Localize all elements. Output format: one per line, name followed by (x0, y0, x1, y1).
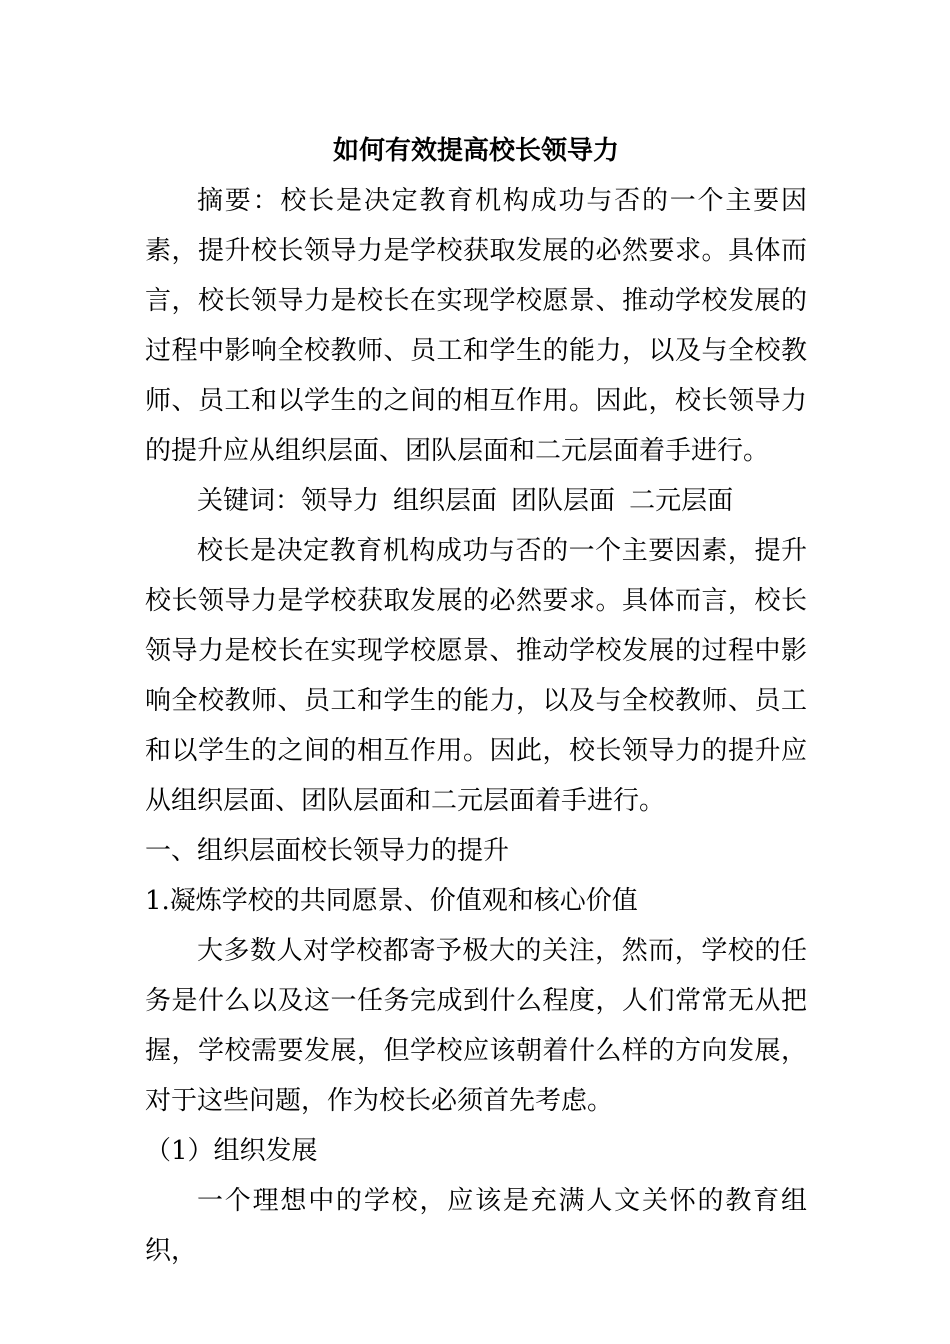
keyword-item: 二元层面 (629, 486, 734, 516)
keywords-label: 关键词： (197, 486, 302, 516)
body-paragraph: 大多数人对学校都寄予极大的关注，然而，学校的任务是什么以及这一任务完成到什么程度，人们常常无从把握，学校需要发展，但学校应该朝着什么样的方向发展，对于这些问题，作为校长必须首先考虑。 (145, 936, 807, 1116)
abstract-paragraph: 摘要：校长是决定教育机构成功与否的一个主要因素，提升校长领导力是学校获取发展的必然要求。具体而言，校长领导力是校长在实现学校愿景、推动学校发展的过程中影响全校教师、员工和学生的能力，以及与全校教师、员工和以学生的之间的相互作用。因此，校长领导力的提升应从组织层面、团队层面和二元层面着手进行。 (145, 186, 807, 466)
document-title: 如何有效提高校长领导力 (332, 136, 619, 166)
keywords-line (145, 476, 807, 526)
document-body (145, 126, 807, 1276)
subsection-heading: 1.凝炼学校的共同愿景、价值观和核心价值 (145, 886, 638, 916)
intro-paragraph: 校长是决定教育机构成功与否的一个主要因素，提升校长领导力是学校获取发展的必然要求。具体而言，校长领导力是校长在实现学校愿景、推动学校发展的过程中影响全校教师、员工和学生的能力，以及与全校教师、员工和以学生的之间的相互作用。因此，校长领导力的提升应从组织层面、团队层面和二元层面着手进行。 (145, 536, 807, 816)
keyword-item: 领导力 (301, 486, 380, 516)
sub-subsection-heading: （1）组织发展 (145, 1136, 318, 1166)
section-heading: 一、组织层面校长领导力的提升 (145, 836, 510, 866)
keyword-item: 团队层面 (511, 486, 616, 516)
body-paragraph: 一个理想中的学校，应该是充满人文关怀的教育组织， (145, 1186, 807, 1266)
keyword-item: 组织层面 (393, 486, 498, 516)
